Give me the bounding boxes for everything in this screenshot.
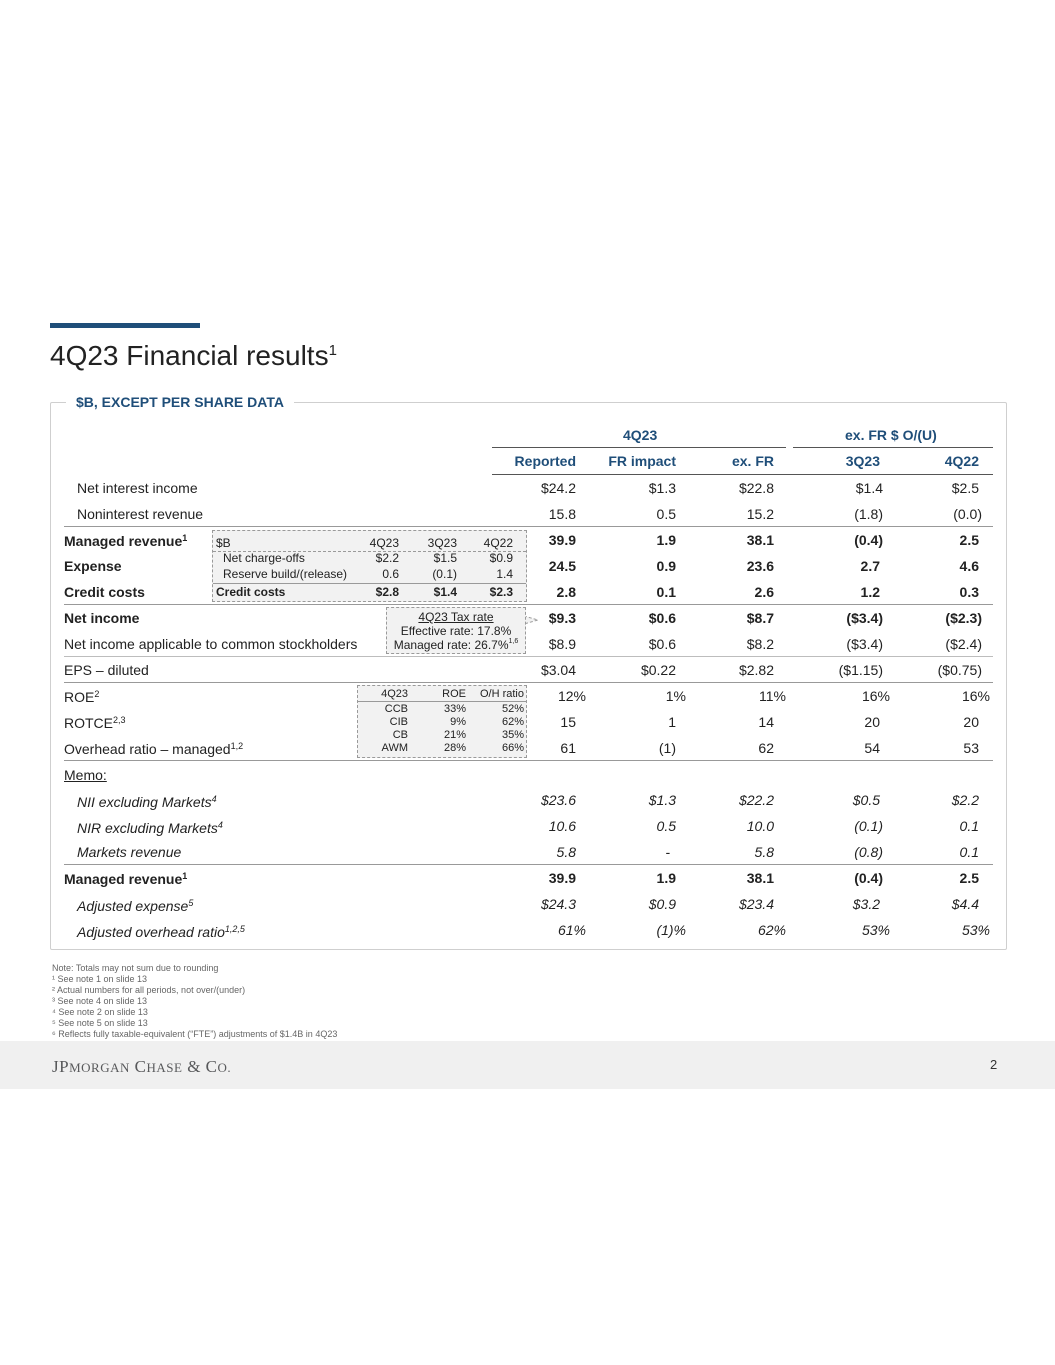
cell-value: 16% [861,688,890,704]
callout-header: 4Q23 [369,536,399,550]
cell-value: 1 [668,714,676,730]
cell-value: 62% [757,922,786,938]
footnote: ³ See note 4 on slide 13 [52,996,148,1006]
cell-value: $24.2 [540,480,576,496]
cell-value: 15.8 [548,506,576,522]
cell-value: (0.4) [854,870,883,886]
col-header-4q22: 4Q22 [944,453,979,469]
cell-value: (1.8) [854,506,883,522]
roe-callout-header: 4Q23 [381,688,408,700]
group-underline-exfr [793,447,993,448]
col-header-reported: Reported [514,453,576,469]
header-underline [492,474,993,475]
cell-value: 53% [861,922,890,938]
cell-value: $8.2 [746,636,774,652]
callout-cell: $2.2 [375,551,399,565]
segment-name: CCB [384,703,408,715]
cell-value: 1.9 [656,870,676,886]
footnote: Note: Totals may not sum due to rounding [52,963,219,973]
tax-callout-title: 4Q23 Tax rate [418,610,494,624]
row-label: NII excluding Markets$^4$ [77,794,217,810]
section-label: $B, EXCEPT PER SHARE DATA [66,394,294,410]
footnote: ⁵ See note 5 on slide 13 [52,1018,148,1028]
cell-value: (0.0) [953,506,982,522]
cell-value: 2.8 [556,584,576,600]
cell-value: 2.6 [754,584,774,600]
cell-value: $1.4 [855,480,883,496]
callout-row-label: Net charge-offs [223,551,305,565]
cell-value: 11% [759,688,786,704]
callout-cell: 1.4 [496,567,513,581]
cell-value: 39.9 [548,532,576,548]
col-header-fr-impact: FR impact [608,453,676,469]
cell-value: 24.5 [548,558,576,574]
roe-callout-header: ROE [442,688,466,700]
row-label: Net interest income [77,480,198,496]
row-label: Credit costs [64,584,145,600]
cell-value: ($2.3) [945,610,982,626]
segment-roe: 9% [450,716,466,728]
segment-name: CB [392,729,408,741]
callout-row-label: Reserve build/(release) [223,567,348,581]
row-label: Noninterest revenue [77,506,204,522]
cell-value: 62 [758,740,774,756]
cell-value: 10.6 [548,818,576,834]
tax-rate-callout [386,607,526,654]
cell-value: 20 [963,714,979,730]
group-header-exfr: ex. FR $ O/(U) [845,427,937,443]
cell-value: - [665,844,670,860]
row-divider [64,760,993,761]
cell-value: ($1.15) [838,662,883,678]
group-header-4q23: 4Q23 [623,427,658,443]
cell-value: 0.5 [656,506,676,522]
segment-roe-callout [357,685,527,758]
cell-value: 39.9 [548,870,576,886]
cell-value: (0.8) [854,844,883,860]
cell-value: (0.4) [854,532,883,548]
cell-value: 2.5 [959,870,979,886]
cell-value: $2.82 [738,662,774,678]
row-label: Markets revenue [77,844,182,860]
col-header-ex-fr: ex. FR [731,453,774,469]
row-label: EPS – diluted [64,662,149,678]
cell-value: $9.3 [548,610,576,626]
cell-value: 4.6 [959,558,979,574]
cell-value: ($3.4) [846,636,883,652]
cell-value: 20 [864,714,880,730]
roe-callout-divider [358,701,526,702]
title-accent-bar [50,323,200,328]
row-divider [64,656,993,657]
callout-divider [213,583,526,584]
cell-value: 0.5 [656,818,676,834]
cell-value: 54 [864,740,880,756]
row-divider [64,526,993,527]
cell-value: $24.3 [540,896,576,912]
cell-value: $8.7 [746,610,774,626]
cell-value: ($3.4) [846,610,883,626]
callout-cell: $2.8 [375,585,399,599]
segment-name: CIB [389,716,408,728]
cell-value: 1.2 [860,584,880,600]
cell-value: $1.3 [648,792,676,808]
cell-value: 38.1 [746,532,774,548]
group-underline-4q23 [492,447,786,448]
callout-cell: $1.4 [433,585,457,599]
tax-managed-rate: Managed rate: 26.7%$^{1,6}$ [393,638,519,652]
row-label: ROTCE$^{2,3}$ [64,715,126,731]
roe-callout-header: O/H ratio [479,688,524,700]
cell-value: $2.2 [951,792,979,808]
cell-value: 0.1 [656,584,676,600]
cell-value: 5.8 [556,844,576,860]
cell-value: $0.6 [648,636,676,652]
cell-value: $1.3 [648,480,676,496]
cell-value: $23.6 [540,792,576,808]
cell-value: ($2.4) [945,636,982,652]
segment-oh: 35% [501,729,524,741]
cell-value: ($0.75) [937,662,982,678]
cell-value: 2.5 [959,532,979,548]
cell-value: 10.0 [746,818,774,834]
cell-value: $23.4 [738,896,774,912]
cell-value: 0.1 [959,818,979,834]
cell-value: (0.1) [854,818,883,834]
cell-value: 15 [560,714,576,730]
segment-roe: 28% [443,742,466,754]
row-divider [64,864,993,865]
cell-value: 1.9 [656,532,676,548]
tax-effective-rate: Effective rate: 17.8% [400,624,512,638]
cell-value: (1)% [656,922,686,938]
segment-roe: 33% [443,703,466,715]
cell-value: $4.4 [951,896,979,912]
row-label: Managed revenue$^1$ [64,533,188,549]
cell-value: 15.2 [746,506,774,522]
segment-roe: 21% [443,729,466,741]
cell-value: $3.2 [852,896,880,912]
callout-cell: $1.5 [433,551,457,565]
row-label: Adjusted expense$^5$ [77,898,194,914]
cell-value: 14 [758,714,774,730]
cell-value: $8.9 [548,636,576,652]
row-label: Expense [64,558,122,574]
tax-callout-pointer [524,612,542,628]
cell-value: 0.1 [959,844,979,860]
cell-value: 61% [557,922,586,938]
cell-value: 38.1 [746,870,774,886]
cell-value: 16% [961,688,990,704]
footnote: ² Actual numbers for all periods, not over/(under) [52,985,246,995]
segment-oh: 66% [501,742,524,754]
callout-header: 4Q22 [483,536,513,550]
segment-oh: 52% [501,703,524,715]
cell-value: $3.04 [540,662,576,678]
segment-oh: 62% [501,716,524,728]
cell-value: $22.8 [738,480,774,496]
callout-cell: (0.1) [432,567,457,581]
page-number: 2 [990,1057,998,1072]
page-title: 4Q23 Financial results$^1$ [50,340,337,371]
cell-value: 53% [961,922,990,938]
memo-label: Memo: [64,767,107,783]
footnote: ⁴ See note 2 on slide 13 [52,1007,148,1017]
callout-cell: 0.6 [382,567,399,581]
row-label: NIR excluding Markets$^4$ [77,820,223,836]
row-divider [64,604,993,605]
row-label: Net income applicable to common stockholders [64,636,358,652]
cell-value: 2.7 [860,558,880,574]
row-label: ROE$^2$ [64,689,100,705]
cell-value: 12% [557,688,586,704]
cell-value: 61 [560,740,576,756]
segment-name: AWM [381,742,408,754]
row-label: Adjusted overhead ratio$^{1,2,5}$ [77,924,245,940]
cell-value: 53 [963,740,979,756]
cell-value: $0.6 [648,610,676,626]
cell-value: $22.2 [738,792,774,808]
company-logo: JPMORGAN CHASE & CO. [52,1057,232,1076]
row-divider [64,682,993,683]
callout-row-label: Credit costs [216,585,286,599]
cell-value: 0.9 [656,558,676,574]
footnote: ⁶ Reflects fully taxable-equivalent (“FTE”) adjustments of $1.4B in 4Q23 [52,1029,338,1039]
footnote: ¹ See note 1 on slide 13 [52,974,148,984]
callout-cell: $0.9 [489,551,513,565]
col-header-3q23: 3Q23 [845,453,880,469]
cell-value: $0.22 [640,662,676,678]
cell-value: $2.5 [951,480,979,496]
callout-header-unit: $B [216,536,231,550]
cell-value: 5.8 [754,844,774,860]
callout-cell: $2.3 [489,585,513,599]
credit-costs-callout [212,530,527,602]
row-label: Overhead ratio – managed$^{1,2}$ [64,741,244,757]
cell-value: 0.3 [959,584,979,600]
cell-value: $0.9 [648,896,676,912]
callout-header: 3Q23 [427,536,457,550]
cell-value: $0.5 [852,792,880,808]
row-label: Net income [64,610,140,626]
cell-value: 1% [665,688,686,704]
cell-value: (1) [658,740,676,756]
cell-value: 23.6 [746,558,774,574]
row-label: Managed revenue$^1$ [64,871,188,887]
